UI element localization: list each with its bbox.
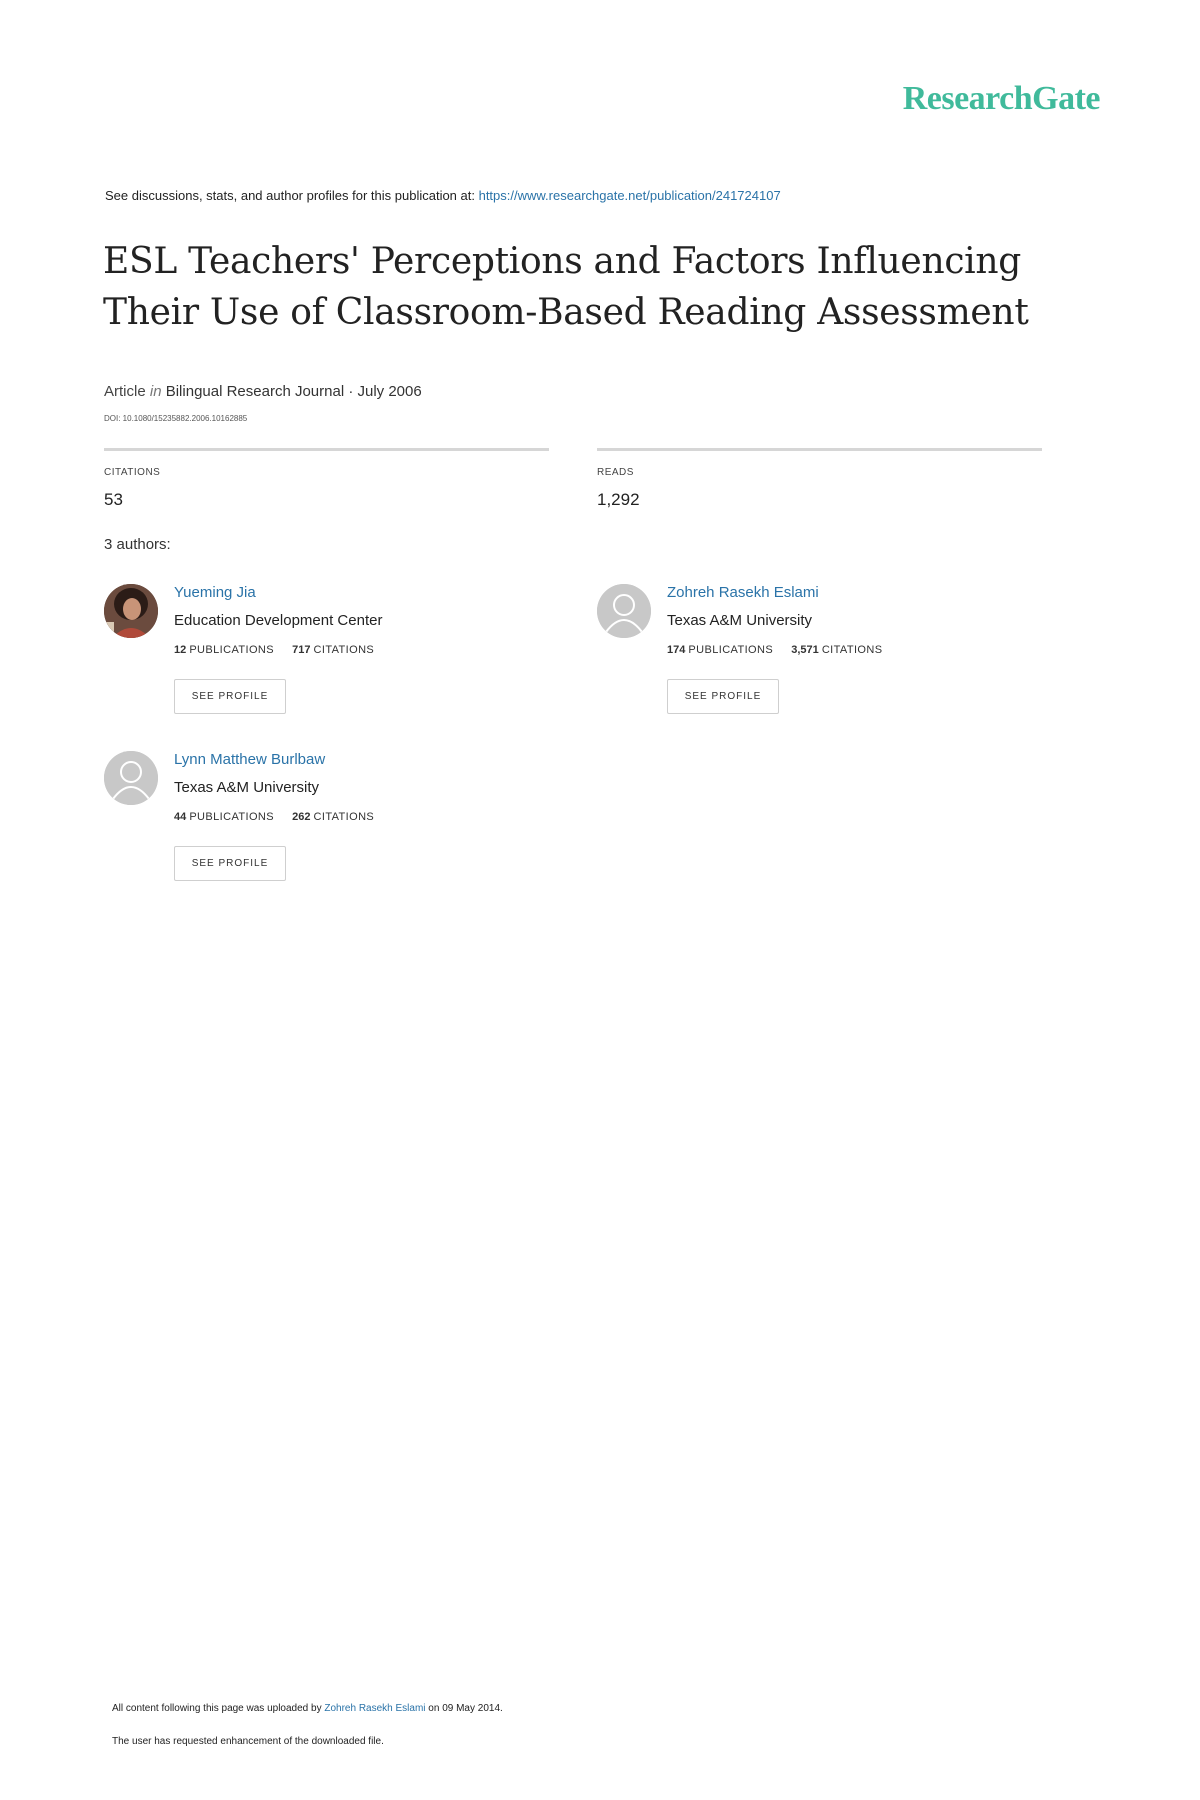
author-avatar[interactable]	[597, 584, 651, 638]
default-user-icon	[597, 584, 651, 638]
publications-count: 12	[174, 644, 187, 656]
publications-count: 174	[667, 644, 686, 656]
uploader-link[interactable]: Zohreh Rasekh Eslami	[324, 1703, 426, 1714]
author-citations-count: 262	[292, 811, 311, 823]
author-name[interactable]: Yueming Jia	[174, 584, 256, 601]
author-institution: Education Development Center	[174, 612, 383, 629]
author-avatar[interactable]	[104, 584, 158, 638]
author-photo-icon	[104, 584, 158, 638]
author-institution: Texas A&M University	[174, 779, 320, 796]
reads-count: 1,292	[597, 490, 640, 509]
paper-title: ESL Teachers' Perceptions and Factors Influencing Their Use of Classroom-Based Reading Assessment	[103, 241, 1029, 333]
see-discussions-line	[105, 188, 781, 203]
researchgate-logo[interactable]: ResearchGate	[902, 80, 1100, 117]
author-name[interactable]: Zohreh Rasekh Eslami	[667, 584, 819, 601]
author-stats	[174, 644, 374, 656]
see-profile-button[interactable]: SEE PROFILE	[667, 679, 779, 714]
author-card	[104, 751, 524, 891]
default-user-icon	[104, 751, 158, 805]
doi-text: DOI: 10.1080/15235882.2006.10162885	[104, 414, 248, 423]
see-profile-button[interactable]: SEE PROFILE	[174, 846, 286, 881]
upload-prefix: All content following this page was uploaded by	[112, 1703, 325, 1714]
citations-divider	[104, 448, 549, 451]
author-citations-label: CITATIONS	[313, 811, 375, 823]
reads-label: READS	[597, 467, 634, 478]
reads-divider	[597, 448, 1042, 451]
author-citations-label: CITATIONS	[821, 644, 883, 656]
in-label: in	[149, 383, 162, 400]
journal-info: Bilingual Research Journal · July 2006	[165, 383, 422, 400]
author-name[interactable]: Lynn Matthew Burlbaw	[174, 751, 326, 768]
publications-label: PUBLICATIONS	[688, 644, 774, 656]
author-stats	[174, 811, 374, 823]
author-stats	[667, 644, 882, 656]
publications-count: 44	[174, 811, 187, 823]
author-institution: Texas A&M University	[667, 612, 813, 629]
publications-label: PUBLICATIONS	[189, 644, 274, 656]
enhancement-note: The user has requested enhancement of the downloaded file.	[112, 1736, 384, 1747]
article-meta	[104, 383, 422, 400]
author-card	[597, 584, 1017, 724]
authors-count-label: 3 authors:	[104, 536, 171, 553]
author-card	[104, 584, 524, 724]
upload-note	[112, 1703, 503, 1714]
see-profile-button[interactable]: SEE PROFILE	[174, 679, 286, 714]
author-avatar[interactable]	[104, 751, 158, 805]
publication-url-link[interactable]: https://www.researchgate.net/publication/241724107	[478, 188, 781, 203]
author-citations-count: 717	[292, 644, 311, 656]
citations-label: CITATIONS	[104, 467, 161, 478]
citations-count: 53	[104, 490, 123, 509]
publications-label: PUBLICATIONS	[189, 811, 274, 823]
author-citations-label: CITATIONS	[313, 644, 375, 656]
author-citations-count: 3,571	[791, 644, 819, 656]
article-type: Article	[104, 383, 146, 400]
see-text: See discussions, stats, and author profiles for this publication at:	[105, 188, 479, 203]
upload-suffix: on 09 May 2014.	[425, 1703, 503, 1714]
